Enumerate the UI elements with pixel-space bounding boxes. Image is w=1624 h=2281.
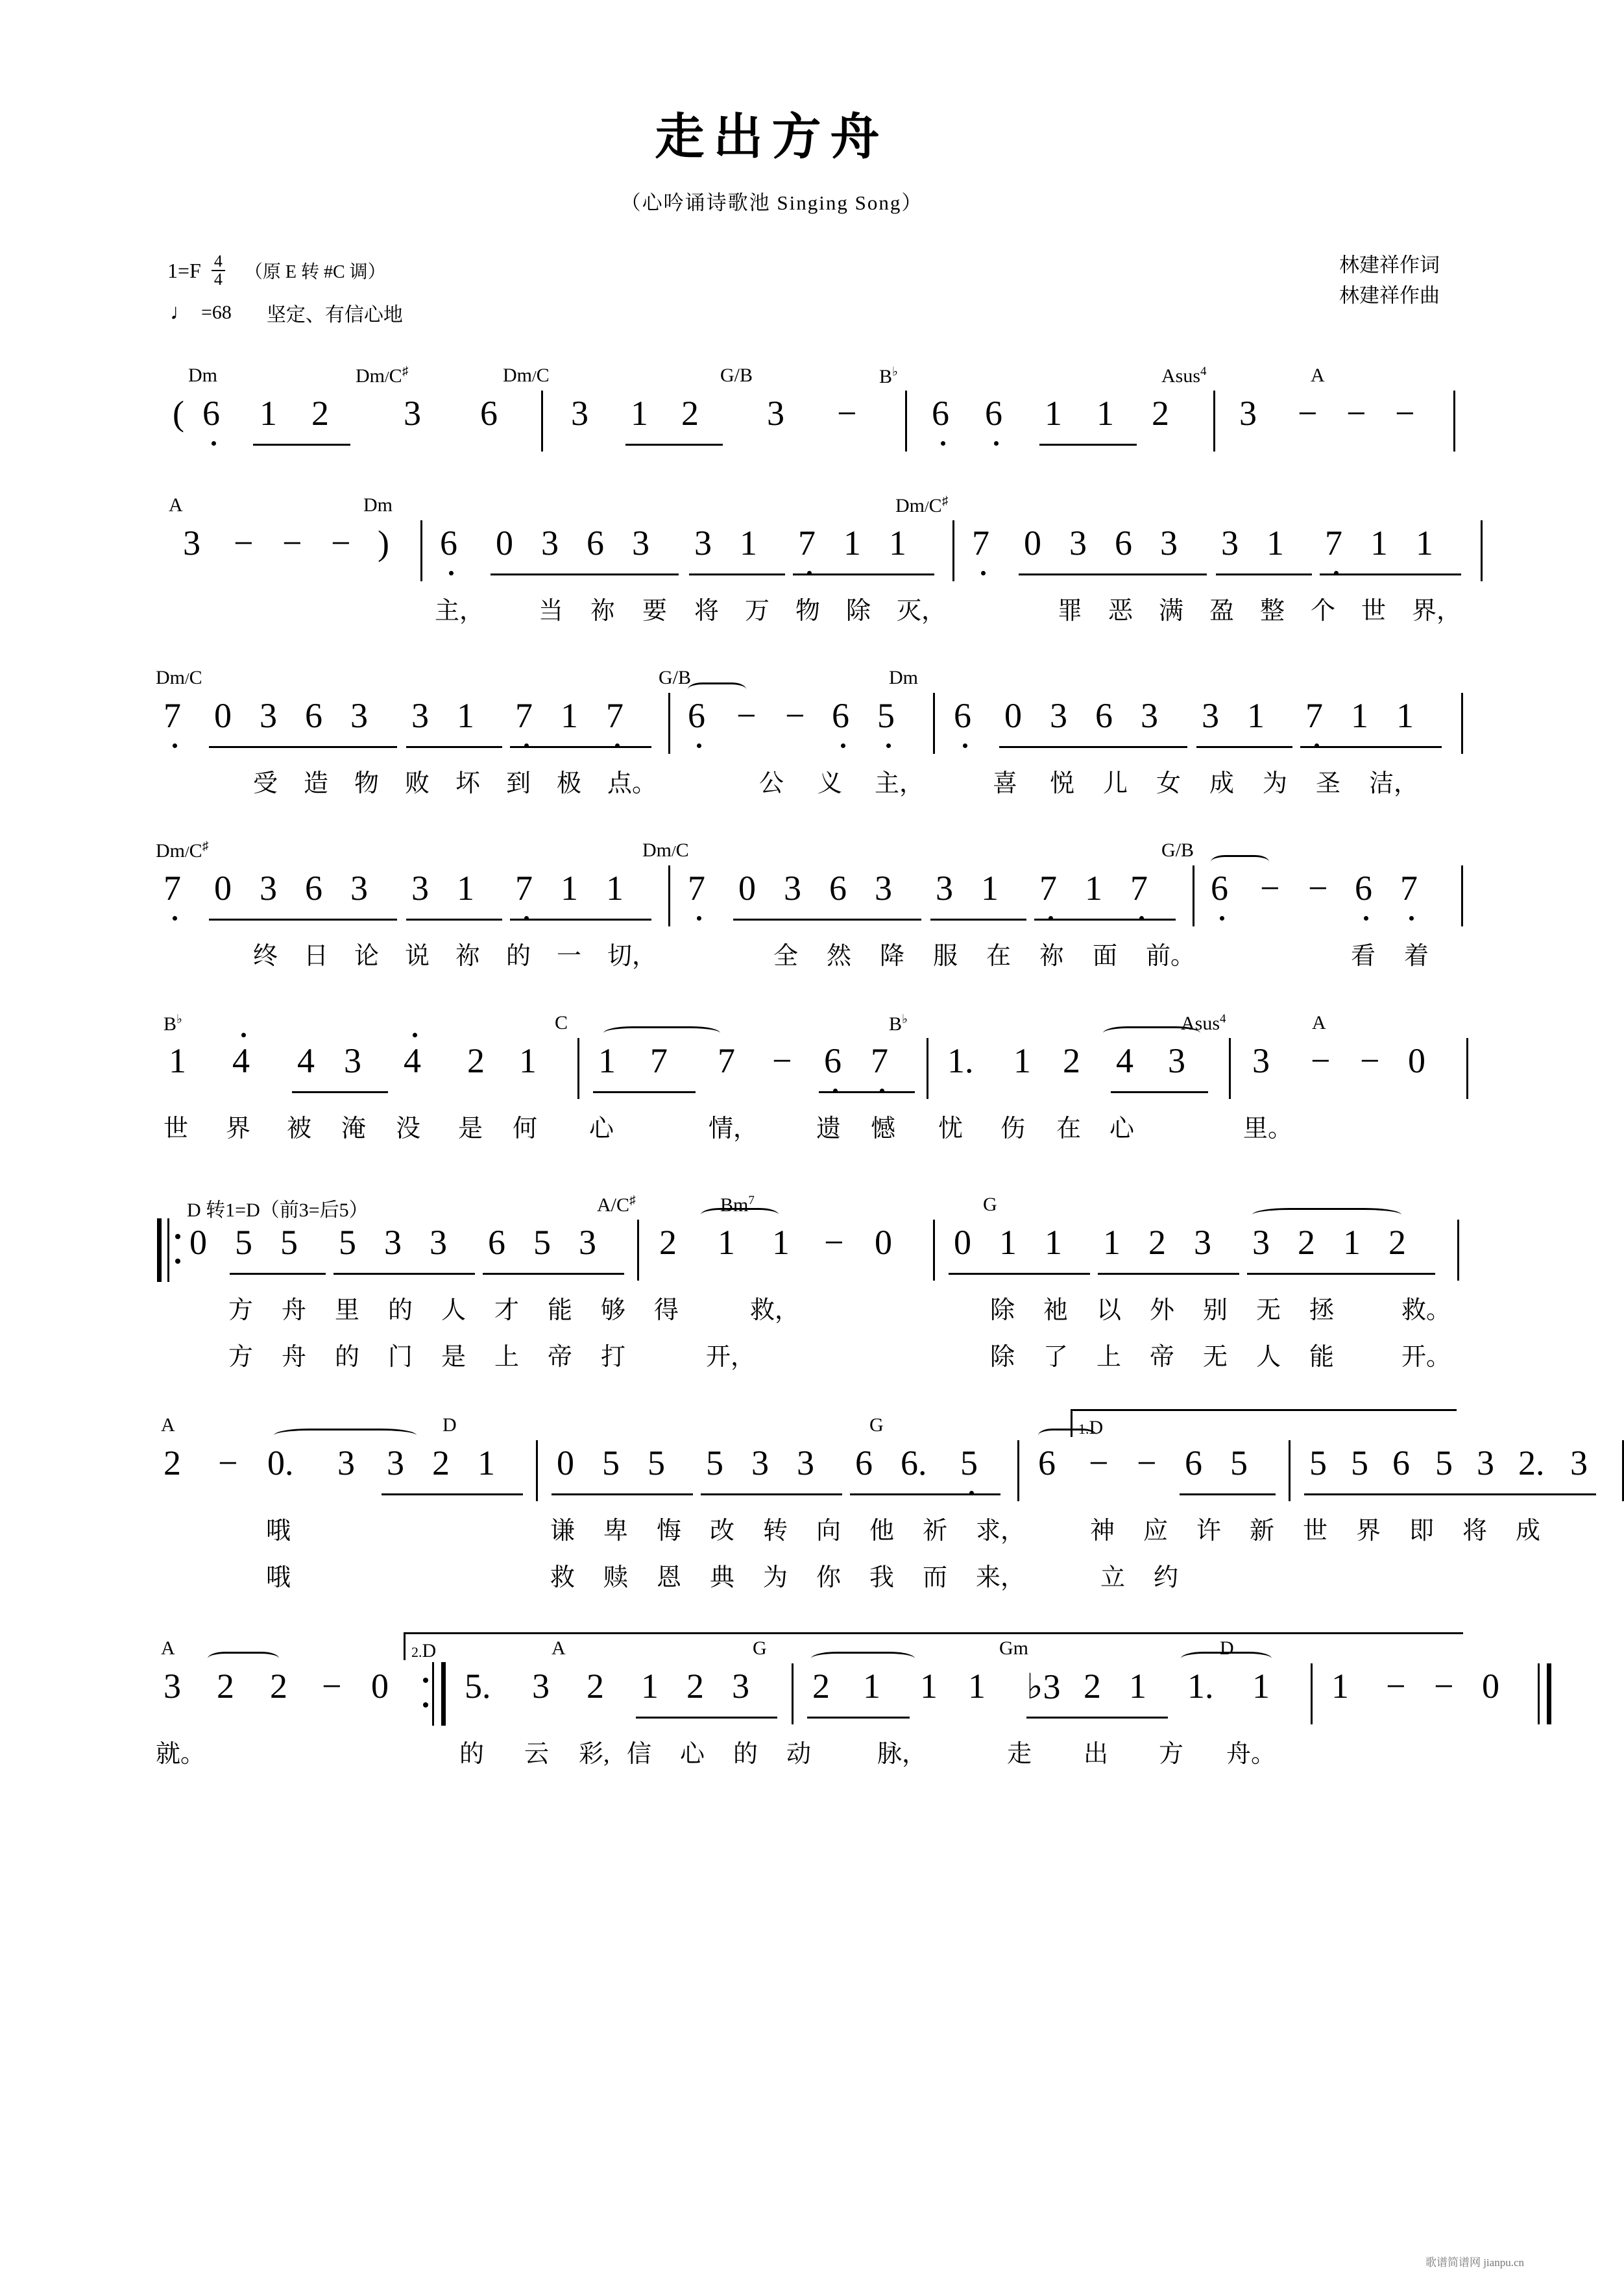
lyric-row-verse2: 哦 救 赎 恩 典 为 你 我 而 来， 立 约 xyxy=(266,1564,1179,1591)
chord-symbol: A xyxy=(169,494,183,516)
note-row: 3 2 2 − 0 5. 3 2 1 2 3 2 1 1 1 ♭3 2 1 1. 1 1 − − 0 xyxy=(149,1666,1382,1733)
chord-row xyxy=(149,667,1382,695)
system-4 xyxy=(149,839,1429,982)
chord-row xyxy=(149,839,1382,868)
lyric-row: 就。 的 云 彩, 信 心 的 动 脉， 走 出 方 舟。 xyxy=(156,1741,1276,1768)
key-signature xyxy=(167,253,386,288)
chord-symbol: B♭ xyxy=(164,1013,182,1035)
chord-symbol: Dm/C xyxy=(156,667,202,688)
note-row: 0 5 5 5 3 3 6 5 3 2 1 1 − 0 0 1 1 1 2 3 3 2 1 2 xyxy=(149,1222,1382,1290)
chord-symbol: D xyxy=(442,1414,457,1436)
note-row: 3 − − − ) 6 0 3 6 3 3 1 7 1 1 7 0 3 6 3 3 1 7 1 1 xyxy=(149,523,1382,590)
chord-symbol: B♭ xyxy=(879,365,898,387)
page-title: 走出方舟 xyxy=(655,108,889,165)
lyricist: 林建祥作词 xyxy=(1339,254,1440,276)
page-subtitle: （心吟诵诗歌池 Singing Song） xyxy=(620,191,923,214)
lyric-row: 终 日 论 说 祢 的 一 切， 全 然 降 服 在 祢 面 前。 看 着 xyxy=(253,943,1429,970)
chord-symbol: Bm$^7$ xyxy=(720,1194,755,1216)
chord-symbol: B♭ xyxy=(889,1013,908,1035)
original-key-note: （原 E 转 #C 调） xyxy=(244,262,386,282)
tempo-value: =68 xyxy=(201,302,232,323)
chord-symbol: C xyxy=(555,1012,568,1033)
chord-symbol: A xyxy=(161,1414,175,1436)
watermark-footer: 歌谱简谱网 jianpu.cn xyxy=(1425,2256,1524,2269)
time-denominator: 4 xyxy=(213,270,223,289)
chord-symbol: Dm xyxy=(889,667,918,688)
first-ending-bracket xyxy=(1071,1409,1457,1437)
chord-symbol: G xyxy=(869,1414,884,1436)
system-8 xyxy=(149,1637,1499,1780)
chord-symbol: Dm xyxy=(188,365,217,386)
chord-symbol: G xyxy=(753,1637,767,1659)
system-2 xyxy=(149,494,1462,637)
note-row: 7 0 3 6 3 3 1 7 1 1 7 0 3 6 3 3 1 7 1 7 6 − − 6 7 xyxy=(149,868,1382,935)
chord-symbol: G/B xyxy=(659,667,692,688)
system-6 xyxy=(149,1194,1451,1381)
composer: 林建祥作曲 xyxy=(1339,284,1440,307)
lyric-row: 受 造 物 败 坏 到 极 点。 公 义 主， 喜 悦 儿 女 成 为 圣 洁， xyxy=(253,770,1419,797)
lyric-row-verse2: 方 舟 的 门 是 上 帝 打 开， 除 了 上 帝 无 人 能 开。 xyxy=(228,1344,1451,1371)
credits xyxy=(1339,250,1440,311)
system-3 xyxy=(149,667,1419,810)
chord-symbol: G/B xyxy=(1161,839,1194,861)
lyric-row: 主， 当 祢 要 将 万 物 除 灭， 罪 恶 满 盈 整 个 世 界， xyxy=(435,597,1462,625)
chord-row xyxy=(149,494,1382,523)
chord-symbol: Asus$^4$ xyxy=(1161,365,1207,387)
chord-symbol: A xyxy=(161,1637,175,1659)
note-row: 2 − 0. 3 3 2 1 0 5 5 5 3 3 6 6. 5 6 − − 6 5 5 5 6 5 3 2. 3 xyxy=(149,1443,1382,1510)
second-ending-label: 2.D xyxy=(411,1640,437,1661)
lyric-row: 方 舟 里 的 人 才 能 够 得 救， 除 祂 以 外 别 无 拯 救。 xyxy=(228,1297,1451,1324)
lyric-row: 哦 谦 卑 悔 改 转 向 他 祈 求， 神 应 许 新 世 界 即 将 成 xyxy=(266,1517,1541,1545)
first-ending-label: 1.D xyxy=(1078,1417,1104,1438)
quarter-note-icon: ♩ xyxy=(170,300,192,324)
chord-symbol: A xyxy=(1312,1012,1326,1033)
chord-symbol: G/B xyxy=(720,365,753,386)
time-signature xyxy=(212,253,225,288)
chord-symbol: Dm/C♯ xyxy=(156,839,209,862)
system-1-intro xyxy=(149,365,1415,461)
note-row: 7 0 3 6 3 3 1 7 1 7 6 − − 6 5 6 0 3 6 3 3 1 7 1 1 xyxy=(149,695,1382,763)
lyric-row: 世 界 被 淹 没 是 何 心 情， 遗 憾 忧 伤 在 心 里。 xyxy=(164,1115,1293,1142)
chord-symbol: A/C♯ xyxy=(597,1194,636,1216)
meta-row xyxy=(0,247,1544,344)
chord-symbol: Dm/C xyxy=(642,839,689,861)
time-numerator: 4 xyxy=(212,253,225,271)
note-row: ( 6 1 2 3 6 3 1 2 3 − 6 6 1 1 2 3 − − − xyxy=(149,393,1382,461)
chord-symbol: Gm xyxy=(999,1637,1028,1659)
chord-symbol: Dm xyxy=(363,494,393,516)
chord-symbol: A xyxy=(551,1637,566,1659)
chord-symbol: D xyxy=(1220,1637,1234,1659)
chord-symbol: Dm/C♯ xyxy=(356,365,409,387)
chord-symbol: D 转1=D（前3=后5） xyxy=(187,1200,369,1221)
chord-symbol: Asus$^4$ xyxy=(1181,1012,1226,1034)
note-row: 1 4 4 3 4 2 1 1 7 7 − 6 7 1. 1 2 4 3 3 − − 0 xyxy=(149,1041,1382,1108)
system-5 xyxy=(149,1012,1425,1155)
chord-symbol: Dm/C xyxy=(503,365,550,386)
expression-marking: 坚定、有信心地 xyxy=(266,304,403,326)
chord-row xyxy=(149,365,1382,393)
chord-symbol: A xyxy=(1311,365,1325,386)
sheet-music-page xyxy=(0,97,1588,2281)
system-7 xyxy=(149,1414,1588,1601)
tempo-marking xyxy=(170,298,403,327)
key-label: 1=F xyxy=(167,258,201,282)
chord-symbol: Dm/C♯ xyxy=(895,494,949,516)
chord-symbol: G xyxy=(983,1194,997,1215)
